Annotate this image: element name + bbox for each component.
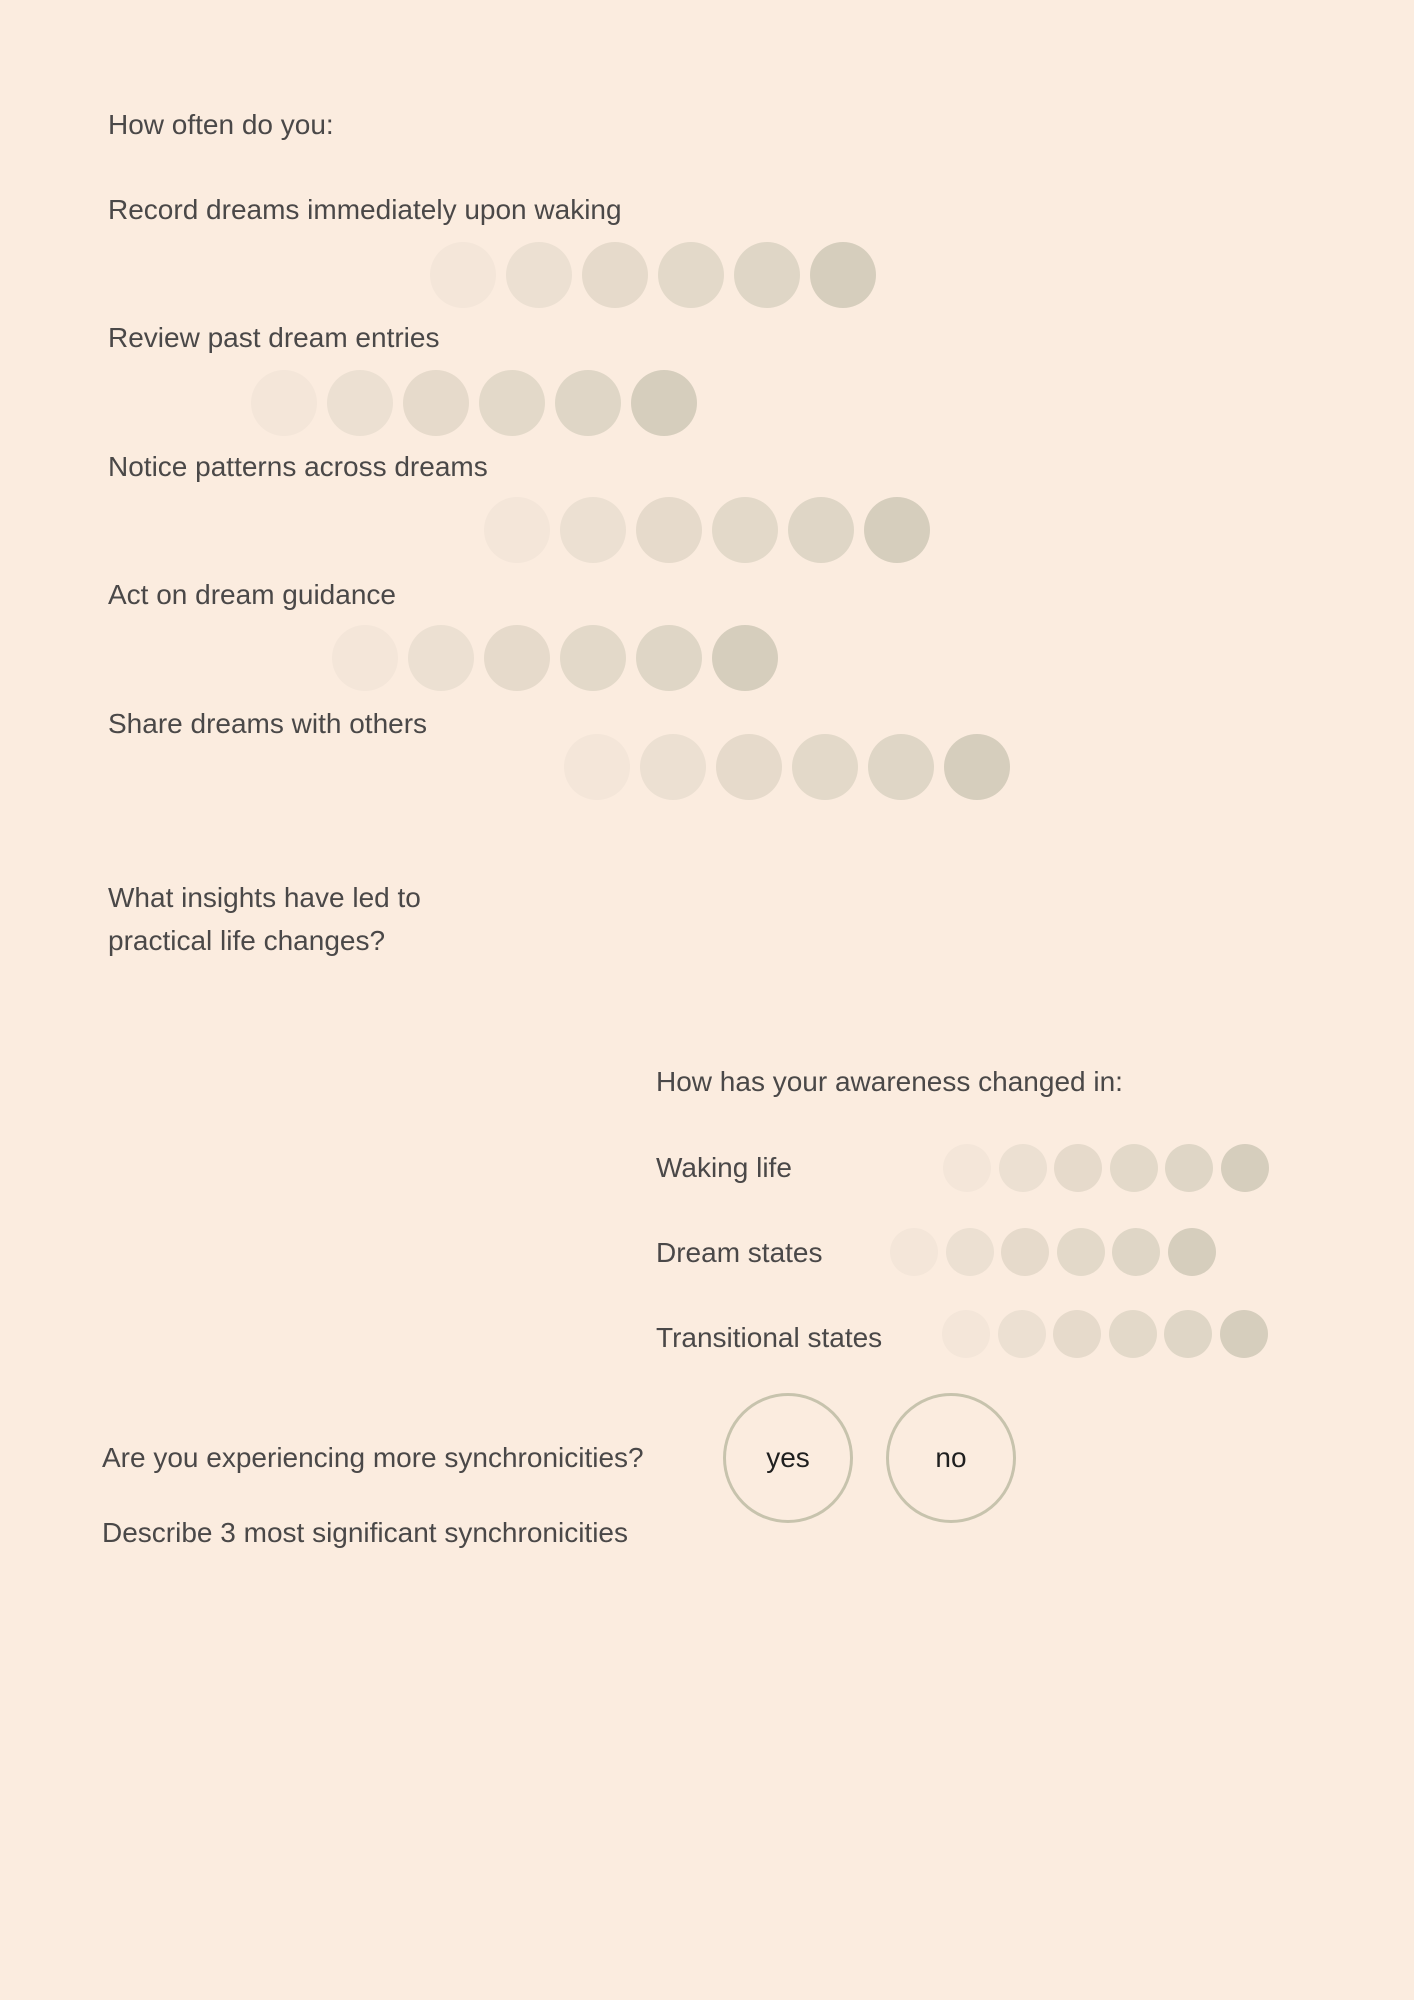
rating-dot-1[interactable] (430, 242, 496, 308)
insights-question-line1: What insights have led to (108, 882, 421, 913)
awareness-item-label: Dream states (656, 1237, 823, 1268)
rating-dot-5[interactable] (1164, 1310, 1212, 1358)
rating-dot-5[interactable] (788, 497, 854, 563)
rating-dot-6[interactable] (1168, 1228, 1216, 1276)
rating-dot-3[interactable] (1053, 1310, 1101, 1358)
rating-dot-6[interactable] (864, 497, 930, 563)
awareness-item-label: Transitional states (656, 1322, 883, 1353)
rating-dot-3[interactable] (636, 497, 702, 563)
rating-dot-5[interactable] (555, 370, 621, 436)
frequency-item-label: Act on dream guidance (108, 579, 396, 610)
rating-dot-4[interactable] (1057, 1228, 1105, 1276)
rating-dot-1[interactable] (484, 497, 550, 563)
rating-dot-3[interactable] (484, 625, 550, 691)
rating-dot-5[interactable] (1112, 1228, 1160, 1276)
rating-dot-6[interactable] (810, 242, 876, 308)
rating-dot-5[interactable] (636, 625, 702, 691)
rating-dot-5[interactable] (734, 242, 800, 308)
rating-dot-4[interactable] (1109, 1310, 1157, 1358)
rating-dot-2[interactable] (327, 370, 393, 436)
rating-dot-2[interactable] (506, 242, 572, 308)
rating-dot-6[interactable] (1220, 1310, 1268, 1358)
rating-dot-4[interactable] (560, 625, 626, 691)
rating-dot-1[interactable] (943, 1144, 991, 1192)
rating-dot-3[interactable] (1054, 1144, 1102, 1192)
rating-dot-1[interactable] (564, 734, 630, 800)
rating-dot-1[interactable] (942, 1310, 990, 1358)
yes-button[interactable]: yes (723, 1393, 853, 1523)
rating-dot-3[interactable] (582, 242, 648, 308)
rating-dot-4[interactable] (1110, 1144, 1158, 1192)
synchronicities-question: Are you experiencing more synchronicities? (102, 1442, 644, 1473)
rating-dot-6[interactable] (1221, 1144, 1269, 1192)
rating-dot-2[interactable] (640, 734, 706, 800)
rating-dot-4[interactable] (658, 242, 724, 308)
frequency-item-label: Share dreams with others (108, 708, 428, 739)
rating-dot-1[interactable] (332, 625, 398, 691)
rating-dot-4[interactable] (792, 734, 858, 800)
rating-dot-6[interactable] (631, 370, 697, 436)
rating-dot-1[interactable] (890, 1228, 938, 1276)
rating-dot-3[interactable] (403, 370, 469, 436)
frequency-item-label: Notice patterns across dreams (108, 451, 488, 482)
rating-dot-6[interactable] (712, 625, 778, 691)
rating-dot-1[interactable] (251, 370, 317, 436)
rating-dot-3[interactable] (1001, 1228, 1049, 1276)
insights-question-line2: practical life changes? (108, 925, 386, 956)
rating-dot-3[interactable] (716, 734, 782, 800)
awareness-item-label: Waking life (656, 1152, 792, 1183)
frequency-item-label: Review past dream entries (108, 322, 440, 353)
awareness-heading: How has your awareness changed in: (656, 1066, 1123, 1097)
rating-dot-2[interactable] (560, 497, 626, 563)
rating-dot-2[interactable] (946, 1228, 994, 1276)
synchronicities-describe-prompt: Describe 3 most significant synchronicities (102, 1517, 628, 1548)
rating-dot-2[interactable] (998, 1310, 1046, 1358)
no-button[interactable]: no (886, 1393, 1016, 1523)
frequency-item-label: Record dreams immediately upon waking (108, 194, 622, 225)
rating-dot-5[interactable] (868, 734, 934, 800)
rating-dot-2[interactable] (999, 1144, 1047, 1192)
rating-dot-4[interactable] (479, 370, 545, 436)
rating-dot-2[interactable] (408, 625, 474, 691)
frequency-heading: How often do you: (108, 109, 334, 140)
rating-dot-5[interactable] (1165, 1144, 1213, 1192)
rating-dot-6[interactable] (944, 734, 1010, 800)
rating-dot-4[interactable] (712, 497, 778, 563)
